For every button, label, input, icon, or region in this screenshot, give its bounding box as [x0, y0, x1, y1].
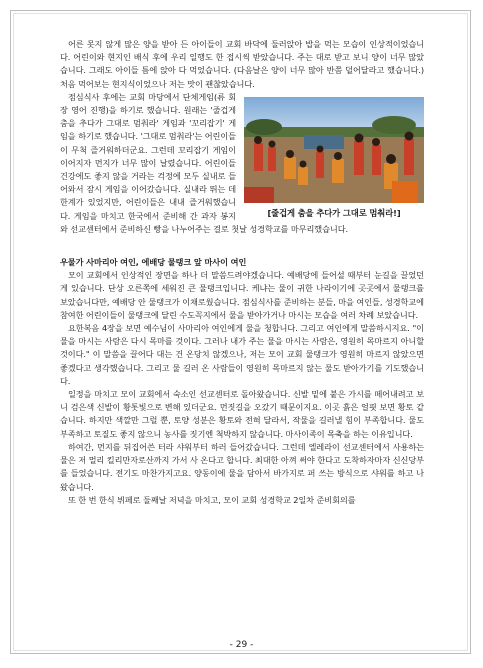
photo-caption: [줄겁게 춤을 추다가 그대로 멈춰라!] — [267, 207, 401, 218]
photo-section — [60, 91, 424, 236]
photo-paragraph: 점심식사 후에는 교회 마당에서 단체게임(류 회장 영어 진행)을 하기로 했습니다. 원래는 '줄겁게 춤을 추다가 그대로 멈춰라' 게임과 '꼬리잡기' 게임을 하기로 했습니다. '그대로 멈춰라'는 어린이들이 무척 즐거워하더군요. 그런데 꼬리잡기 게임이 이어지자 먼지가 너무 많이 날렸습니다. 어린이들 건강에도 좋지 않을 거라는 걱정에 모두 실내로 들어와서 잠시 게임을 이어갔습니다. 실내라 뛰는 데 한계가 있었지만, 어린이들은 내내 즐거워했습니다. 게임을 마치고 한국에서 준비해 간 과자 봉지와 선교센터에서 준비하신 빵을 나누어주는 걸로 첫날 성경학교를 마무리했습니다. — [60, 91, 349, 234]
section-heading: 우물가 사마리아 여인, 에배당 물탱크 앞 마사이 여인 — [60, 257, 247, 268]
top-paragraph: 어른 못지 않게 많은 양을 받아 든 아이들이 교회 바닥에 둘러앉아 밥을 먹는 모습이 인상적이었습니다. 어린이와 현지인 배식 후에 우리 일행도 한 접시씩 받았습니다. 주는 대로 받고 보니 양이 너무 많았습니다. 그래도 아이들 틈에 앉아 다 먹었습니다. (다음날은 양이 너무 많아 반쯤 덜어달라고 했습니다.) 처음 먹어보는 현지식이었으나 저는 맛이 괜찮았습니다. — [60, 39, 424, 89]
body-paragraph: 요한복음 4장을 보면 예수님이 사마리아 여인에게 물을 청합니다. 그리고 여인에게 말씀하시지요. "이 물을 마시는 사람은 다시 목마를 것이다. 그러나 내가 주는 물을 마시는 사람은, 영원히 목마르지 아니할 것이다." 이 말씀을 끌어다 대는 건 온당치 않겠으나, 저는 모이 교회 물탱크가 영원히 마르지 않았으면 좋겠다고 생각했습니다. 그리고 물 길러 온 사람들이 영원히 목마르지 않는 물도 받아가기를 기도했습니다. — [60, 323, 424, 386]
top-paragraphs — [60, 38, 424, 91]
body-paragraph: 하여간, 먼지를 뒤집어쓴 터라 샤워부터 하러 들어갔습니다. 그런데 엘레라이 선교센터에서 사용하는 물은 저 멀리 킬리만자로산까지 가서 사 온다고 합니다. 최대한 아껴 써야 한다고 도착하자마자 신신당부를 들었습니다. 전기도 마찬가지고요. 양동이에 물을 담아서 바가지로 퍼 쓰는 방식으로 샤워를 하고 나왔습니다. — [60, 441, 424, 492]
page-number: - 29 - — [229, 640, 254, 650]
children-game-photo — [244, 97, 424, 203]
body-paragraph: 모이 교회에서 인상적인 장면을 하나 더 말씀드려야겠습니다. 예배당에 들어설 때부터 눈길을 끌었던 게 있습니다. 단상 오른쪽에 세워진 큰 물탱크입니다. 케냐는 물이 귀한 나라이기에 곳곳에서 물탱크를 보았습니다만, 예배당 안 물탱크가 이채로웠습니다. 점심식사를 준비하는 분들, 마을 여인들, 성경학교에 참여한 어린이들이 물탱크에 달린 수도꼭지에서 물을 받아가거나 마시는 모습을 여러 차례 보았습니다. — [60, 270, 424, 320]
document-body — [60, 38, 424, 507]
photo-illustration — [244, 97, 424, 203]
body-paragraph: 일정을 마치고 모이 교회에서 숙소인 선교센터로 돌아왔습니다. 신발 밑에 붙은 가시를 떼어내려고 보니 검은색 신발이 황톳빛으로 변해 있더군요. 먼짓길을 오갔기 때문이지요. 이곳 흙은 얼핏 보면 황토 같습니다. 하지만 색깔만 그럴 뿐, 토양 성분은 황토와 전혀 달라서, 작물을 길러낼 힘이 부족합니다. 물도 부족하고 토질도 좋지 않으니 농사를 짓기엔 척박하지 않습니다. 마사이족이 목축을 하는 이유입니다. — [60, 389, 424, 439]
bottom-paragraphs — [60, 269, 424, 507]
body-paragraph: 또 한 번 한식 뷔페로 둘째날 저녁을 마치고, 모이 교회 성경학교 2일차 준비회의를 — [68, 494, 356, 505]
photo-figure — [244, 97, 424, 219]
